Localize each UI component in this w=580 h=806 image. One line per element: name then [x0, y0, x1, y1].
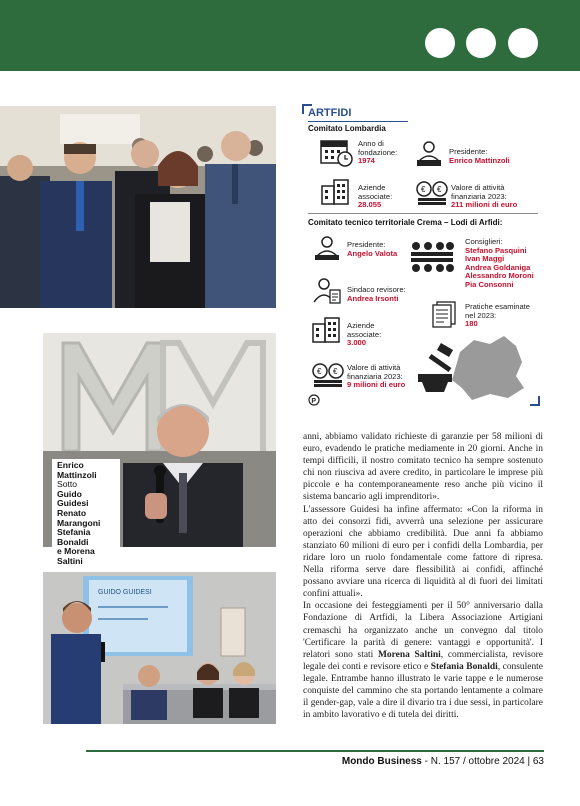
files-item — [465, 303, 540, 329]
footer-rule — [86, 750, 544, 752]
header-band — [0, 0, 580, 71]
coins-euro-icon — [312, 362, 344, 388]
slide-title: GUIDO GUIDESI — [98, 589, 152, 596]
activity2-value: 9 milioni di euro — [347, 380, 406, 390]
caption-line: Sotto — [57, 479, 78, 490]
councillor-name: Alessandro Moroni — [465, 271, 534, 281]
photo-audience — [0, 106, 276, 308]
svg-text:€: € — [437, 185, 442, 194]
speaker-name: Morena Saltini — [378, 649, 441, 660]
article-body — [303, 431, 543, 721]
auditor-value: Andrea Irsonti — [347, 293, 399, 303]
page-footer — [300, 756, 544, 767]
section2-title: Comitato tecnico territoriale Crema – Lodi di Arfidi: — [308, 218, 503, 227]
councillor-name: Ivan Maggi — [465, 254, 505, 264]
auditor-icon — [312, 276, 342, 306]
board-meeting-icon — [409, 240, 455, 276]
activity2-label: Valore di attività finanziaria 2023: — [347, 363, 403, 381]
header-dot — [425, 28, 455, 58]
activity2-item — [347, 364, 417, 390]
companies1-item — [358, 184, 413, 210]
svg-text:€: € — [317, 367, 322, 376]
info-title: ARTFIDI — [308, 107, 352, 119]
caption-line: Bonaldi — [57, 536, 89, 547]
text-run: , commercialista, revisore legale dei conti e revisore etico e — [303, 649, 543, 672]
companies2-label: Aziende associate: — [347, 321, 382, 339]
councillors-item — [465, 238, 543, 290]
caption-line: Marangoni — [57, 517, 101, 528]
councillors-label: Consiglieri: — [465, 237, 503, 246]
p-circle-icon — [308, 394, 320, 406]
info-box — [302, 104, 540, 406]
auditor-item — [347, 286, 417, 303]
caption-line: e Morena — [57, 546, 95, 557]
activity1-value: 211 milioni di euro — [451, 200, 518, 210]
text-run: In occasione dei festeggiamenti per il 50° anniversario dalla Fondazione di Artfidi, la Libera Associazione Artigiani cremaschi ha organizzato anche un convegno dal titolo 'Certificare la parità di genere: vantaggi e opportunità'. I relatori sono stati — [303, 601, 543, 660]
speaker-name: Stefania Bonaldi — [430, 661, 498, 672]
coins-euro-icon — [416, 180, 448, 206]
founded-item — [358, 140, 418, 166]
activity1-item — [451, 184, 541, 210]
caption-line: Mattinzoli — [57, 469, 97, 480]
svg-text:€: € — [333, 367, 338, 376]
issue-info: - N. 157 / ottobre 2024 | 63 — [421, 756, 544, 767]
article-paragraph — [303, 600, 543, 721]
svg-text:P: P — [311, 397, 317, 405]
caption-line: Renato — [57, 507, 87, 518]
lombardy-map-icon — [412, 332, 530, 404]
companies2-value: 3.000 — [347, 338, 367, 348]
building-icon — [310, 316, 344, 344]
section-divider — [308, 213, 538, 214]
corner-mark — [530, 396, 540, 406]
article-paragraph: anni, abbiamo validato richieste di garanzie per 58 milioni di euro, evadendo le pratiche mediamente in 20 giorni. Anche in tempi difficili, il nostro comitato tecnico ha sempre sostenuto chi non riusciva ad avere credito, in particolare le imprese più piccole e ha contemporaneamente reso anche più vicino il sistema bancario agli imprenditori». — [303, 432, 543, 503]
president2-item — [347, 241, 407, 258]
header-dot — [508, 28, 538, 58]
companies1-label: Aziende associate: — [358, 183, 393, 201]
caption-line: Guido — [57, 488, 82, 499]
photo-conference — [43, 572, 276, 724]
president1-item — [449, 148, 539, 165]
files-label: Pratiche esaminate nel 2023: — [465, 302, 531, 320]
councillor-name: Pia Consonni — [465, 279, 514, 289]
calendar-icon — [320, 137, 354, 167]
auditor-label: Sindaco revisore: — [347, 285, 406, 294]
president-icon — [414, 139, 444, 169]
section1-title: Comitato Lombardia — [308, 124, 386, 133]
caption-line: Guidesi — [57, 498, 89, 509]
activity1-label: Valore di attività finanziaria 2023: — [451, 183, 507, 201]
president1-value: Enrico Mattinzoli — [449, 155, 510, 165]
councillor-name: Andrea Goldaniga — [465, 262, 531, 272]
president2-label: Presidente: — [347, 240, 386, 249]
magazine-name: Mondo Business — [341, 756, 422, 767]
caption-line: Enrico — [57, 460, 84, 470]
title-rule — [308, 121, 408, 122]
text-run: , consulente legale. Entrambe hanno illustrato le varie tappe e le numerose conquiste del cammino che sta portando lentamente a colmare il gender-gap, vale a dire il divario tra i due sessi, in particolare in ambito lavorativo e di tutela dei diritti. — [303, 661, 543, 721]
article-paragraph: L'assessore Guidesi ha infine affermato: «Con la riforma in atto dei consorzi fidi, avverrà una selezione per assicurare operazioni che abbiamo credibilità. Due anni fa abbiamo stanziato 60 milioni di euro per i confidi della Lombardia, per ridare loro un ruolo fondamentale come fattore di ripresa. Nella riforma serve dare flessibilità ai confidi, affinché possano avviare una ricerca di liquidità al di fuori dei limitati confini attuali». — [303, 504, 543, 600]
companies2-item — [347, 322, 407, 348]
photo-caption — [52, 459, 120, 566]
companies1-value: 28.055 — [358, 200, 382, 210]
building-icon — [320, 178, 352, 206]
president1-label: Presidente: — [449, 147, 488, 156]
president2-value: Angelo Valota — [347, 248, 398, 258]
files-value: 180 — [465, 319, 478, 329]
caption-line: Saltini — [57, 555, 83, 566]
caption-line: Stefania — [57, 527, 91, 538]
president-icon — [312, 234, 342, 262]
svg-text:€: € — [421, 185, 426, 194]
founded-label: Anno di fondazione: — [358, 139, 398, 157]
founded-value: 1974 — [358, 156, 375, 166]
councillor-name: Stefano Pasquini — [465, 245, 527, 255]
documents-icon — [429, 300, 459, 330]
header-dot — [466, 28, 496, 58]
